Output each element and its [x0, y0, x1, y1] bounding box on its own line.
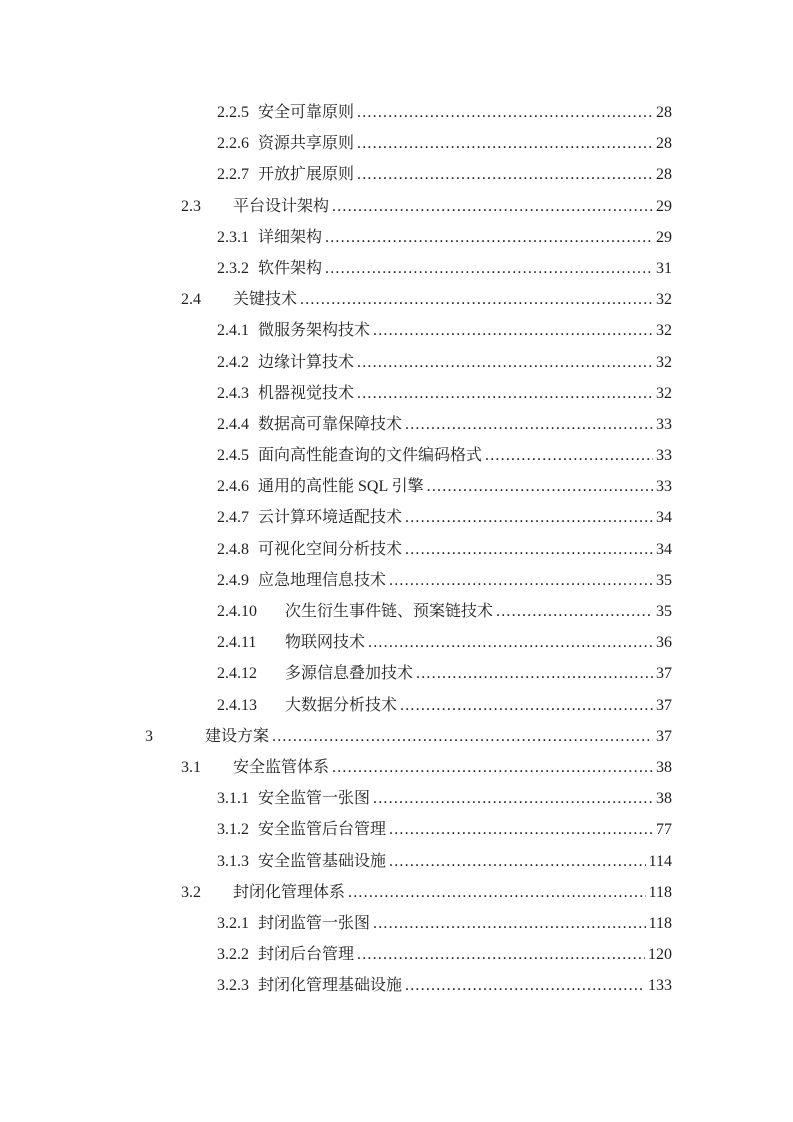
toc-entry-page: 35: [656, 571, 672, 589]
toc-entry[interactable]: [0, 378, 793, 409]
toc-entry-title: 面向高性能查询的文件编码格式: [258, 447, 483, 465]
toc-entry-number: 2.3.2: [217, 259, 249, 277]
toc-entry-title: 应急地理信息技术: [258, 571, 387, 589]
toc-entry-title: 详细架构: [258, 228, 323, 246]
toc-entry-number: 2.2.6: [217, 135, 249, 153]
toc-entry[interactable]: [0, 596, 793, 627]
toc-entry-title: 软件架构: [258, 259, 323, 277]
toc-entry-title: 建设方案: [205, 727, 270, 745]
toc-leader-dots: [357, 128, 653, 159]
toc-entry[interactable]: [0, 970, 793, 1001]
toc-entry-title: 平台设计架构: [233, 197, 330, 215]
toc-entry-title: 安全监管一张图: [258, 790, 371, 808]
toc-entry-title: 边缘计算技术: [258, 353, 355, 371]
toc-entry-number: 2.4.11: [217, 634, 257, 652]
toc-entry-number: 2.4.3: [217, 384, 249, 402]
toc-entry-number: 2.4.10: [217, 603, 257, 620]
toc-leader-dots: [485, 440, 653, 471]
toc-entry-number: 3.2.2: [217, 946, 249, 964]
toc-entry-number: 3: [145, 727, 153, 745]
toc-entry-number: 2.2.5: [217, 104, 249, 121]
toc-entry-title: 安全监管基础设施: [258, 852, 387, 870]
toc-entry[interactable]: [0, 565, 793, 596]
toc-entry[interactable]: [0, 846, 793, 877]
toc-entry-page: 33: [656, 415, 672, 433]
toc-leader-dots: [405, 502, 653, 533]
toc-entry-title: 封闭化管理基础设施: [258, 977, 403, 995]
toc-entry-number: 2.4.2: [217, 353, 249, 371]
toc-entry-title: 安全监管后台管理: [258, 821, 387, 839]
toc-entry[interactable]: [0, 783, 793, 814]
toc-entry-number: 2.4.13: [217, 696, 257, 714]
toc-entry[interactable]: [0, 409, 793, 440]
toc-entry[interactable]: [0, 534, 793, 565]
toc-entry-page: 32: [656, 291, 672, 309]
toc-entry-page: 118: [648, 914, 672, 932]
toc-entry-title: 可视化空间分析技术: [258, 540, 403, 558]
toc-leader-dots: [357, 378, 653, 409]
toc-entry-title: 封闭化管理体系: [233, 883, 346, 901]
toc-entry-page: 34: [656, 540, 672, 558]
toc-entry-page: 28: [656, 135, 672, 153]
toc-entry[interactable]: [0, 471, 793, 502]
toc-leader-dots: [416, 658, 653, 689]
toc-entry-number: 3.1.3: [217, 852, 249, 870]
toc-entry-number: 2.3: [181, 197, 201, 215]
toc-entry-page: 28: [656, 166, 672, 184]
toc-entry-number: 2.4.5: [217, 447, 249, 465]
toc-entry-page: 29: [656, 197, 672, 215]
toc-leader-dots: [357, 97, 653, 128]
toc-entry-title: 物联网技术: [285, 634, 366, 652]
toc-entry-title: 封闭监管一张图: [258, 914, 371, 932]
toc-entry-page: 114: [648, 852, 672, 870]
toc-leader-dots: [272, 721, 653, 752]
toc-leader-dots: [389, 846, 646, 877]
toc-entry-page: 37: [656, 727, 672, 745]
toc-entry-page: 32: [656, 322, 672, 340]
toc-entry-title: 大数据分析技术: [285, 696, 398, 714]
toc-entry[interactable]: [0, 690, 793, 721]
toc-entry[interactable]: [0, 347, 793, 378]
toc-leader-dots: [405, 970, 645, 1001]
toc-leader-dots: [325, 253, 653, 284]
toc-leader-dots: [332, 752, 653, 783]
toc-leader-dots: [348, 877, 646, 908]
toc-leader-dots: [427, 471, 653, 502]
toc-entry-title: 封闭后台管理: [258, 946, 355, 964]
toc-entry-title: 微服务架构技术: [258, 322, 371, 340]
toc-entry-title: 机器视觉技术: [258, 384, 355, 402]
toc-entry-page: 37: [656, 665, 672, 683]
toc-entry-page: 28: [656, 104, 672, 121]
toc-entry-page: 33: [656, 478, 672, 496]
toc-entry[interactable]: [0, 159, 793, 190]
toc-entry-title: 资源共享原则: [258, 135, 355, 153]
toc-entry-page: 29: [656, 228, 672, 246]
toc-leader-dots: [357, 347, 653, 378]
toc-entry-number: 2.4.7: [217, 509, 249, 527]
toc-entry[interactable]: [0, 658, 793, 689]
toc-entry-title: 通用的高性能 SQL 引擎: [258, 478, 424, 496]
toc-entry[interactable]: [0, 97, 793, 128]
toc-leader-dots: [325, 222, 653, 253]
toc-leader-dots: [373, 908, 646, 939]
toc-entry-number: 2.4.8: [217, 540, 249, 558]
toc-entry-page: 33: [656, 447, 672, 465]
toc-entry[interactable]: [0, 253, 793, 284]
toc-leader-dots: [405, 409, 653, 440]
toc-entry-page: 38: [656, 790, 672, 808]
toc-leader-dots: [300, 284, 653, 315]
toc-entry[interactable]: [0, 284, 793, 315]
toc-entry[interactable]: [0, 502, 793, 533]
toc-entry-number: 2.2.7: [217, 166, 249, 184]
toc-entry-number: 3.1: [181, 758, 201, 776]
toc-leader-dots: [400, 690, 653, 721]
toc-leader-dots: [405, 534, 653, 565]
toc-entry-page: 120: [648, 946, 672, 964]
toc-entry[interactable]: [0, 627, 793, 658]
toc-leader-dots: [368, 627, 653, 658]
toc-entry-number: 2.4.12: [217, 665, 257, 683]
toc-leader-dots: [373, 315, 653, 346]
toc-entry-title: 关键技术: [233, 291, 298, 309]
toc-entry-number: 3.1.2: [217, 821, 249, 839]
toc-leader-dots: [357, 159, 653, 190]
toc-entry-title: 次生衍生事件链、预案链技术: [285, 603, 494, 620]
toc-entry-number: 2.3.1: [217, 228, 249, 246]
toc-entry-page: 34: [656, 509, 672, 527]
toc-entry-page: 37: [656, 696, 672, 714]
toc-entry-number: 2.4.4: [217, 415, 249, 433]
toc-entry-title: 云计算环境适配技术: [258, 509, 403, 527]
toc-entry-title: 多源信息叠加技术: [285, 665, 414, 683]
toc-entry-page: 32: [656, 353, 672, 371]
toc-entry-title: 安全监管体系: [233, 758, 330, 776]
toc-entry-number: 3.2: [181, 883, 201, 901]
toc-leader-dots: [373, 783, 653, 814]
toc-entry-page: 35: [656, 603, 672, 620]
toc-entry[interactable]: [0, 877, 793, 908]
toc-entry-number: 2.4.9: [217, 571, 249, 589]
toc-entry-page: 32: [656, 384, 672, 402]
toc-entry-number: 2.4.6: [217, 478, 249, 496]
toc-entry-page: 118: [648, 883, 672, 901]
toc-entry-number: 3.2.1: [217, 914, 249, 932]
toc-entry-page: 36: [656, 634, 672, 652]
toc-entry[interactable]: [0, 128, 793, 159]
toc-entry[interactable]: [0, 315, 793, 346]
toc-entry[interactable]: [0, 440, 793, 471]
toc-leader-dots: [496, 596, 653, 627]
toc-entry[interactable]: [0, 752, 793, 783]
toc-entry-number: 3.1.1: [217, 790, 249, 808]
toc-leader-dots: [389, 565, 653, 596]
toc-entry[interactable]: [0, 814, 793, 845]
toc-entry-title: 数据高可靠保障技术: [258, 415, 403, 433]
toc-leader-dots: [389, 814, 653, 845]
toc-entry-title: 安全可靠原则: [258, 104, 355, 121]
toc-entry-title: 开放扩展原则: [258, 166, 355, 184]
toc-entry-number: 2.4.1: [217, 322, 249, 340]
toc-entry-number: 3.2.3: [217, 977, 249, 995]
toc-entry-page: 77: [656, 821, 672, 839]
toc-entry-number: 2.4: [181, 291, 201, 309]
toc-entry[interactable]: [0, 191, 793, 222]
toc-entry[interactable]: [0, 721, 793, 752]
toc-leader-dots: [357, 939, 645, 970]
toc-entry-page: 31: [656, 259, 672, 277]
toc-entry-page: 38: [656, 758, 672, 776]
toc-entry-page: 133: [648, 977, 672, 995]
toc-entry[interactable]: [0, 222, 793, 253]
toc-entry[interactable]: [0, 939, 793, 970]
toc-leader-dots: [332, 191, 653, 222]
toc-entry[interactable]: [0, 908, 793, 939]
